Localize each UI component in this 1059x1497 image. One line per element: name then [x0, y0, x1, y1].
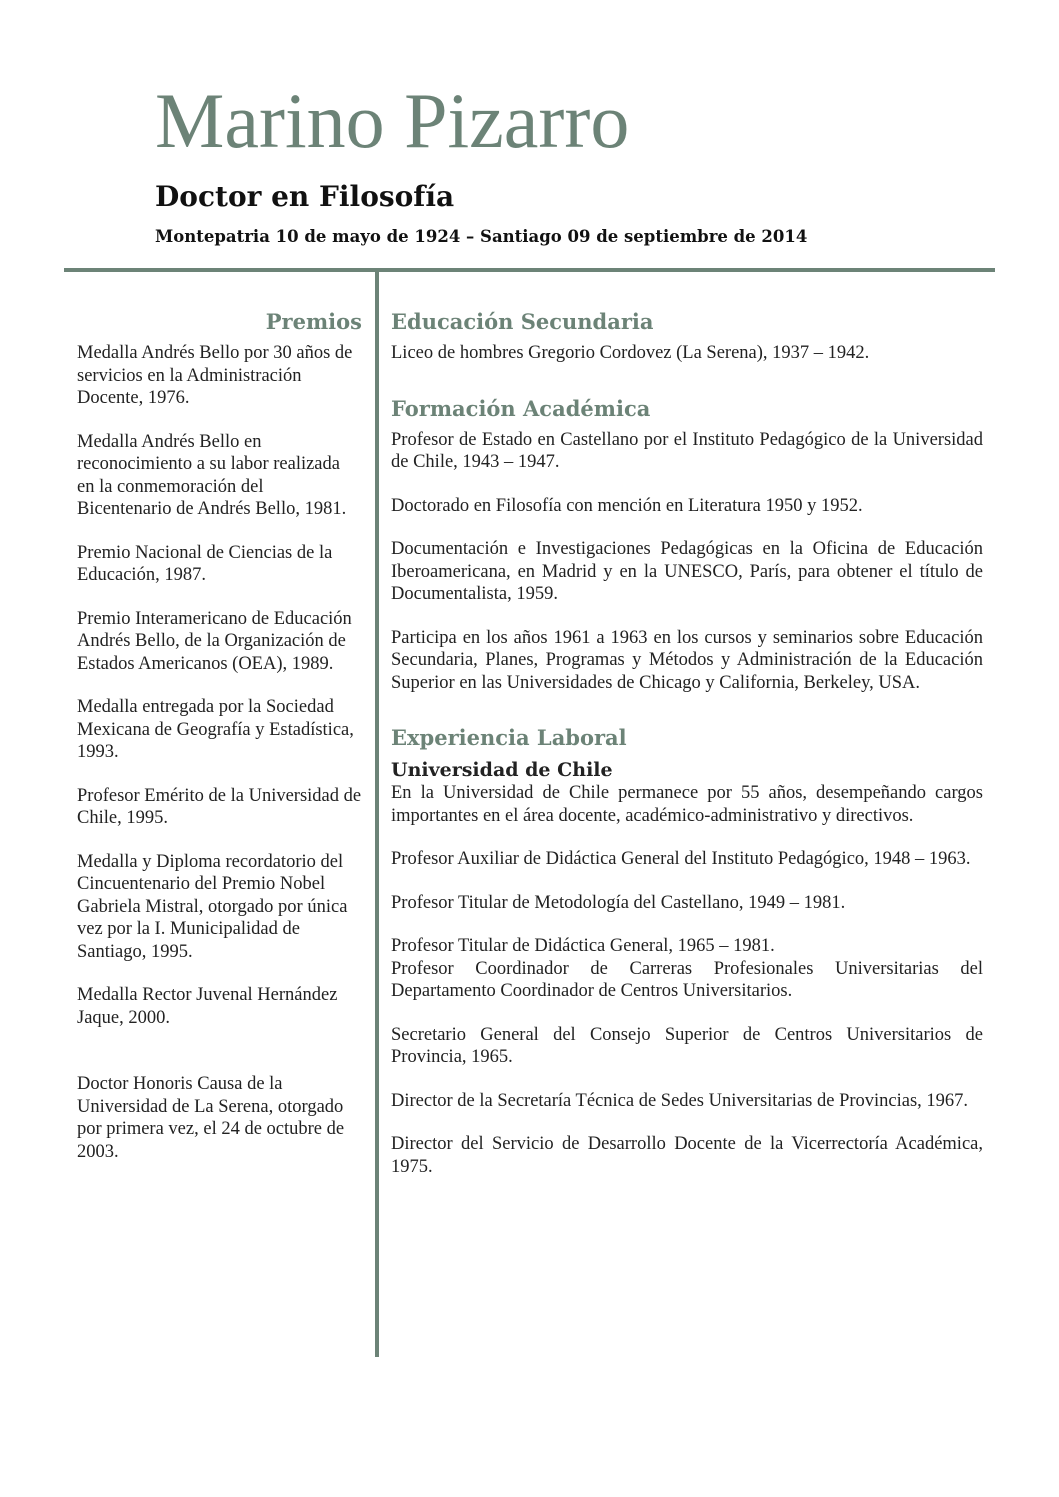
life-dates: Montepatria 10 de mayo de 1924 – Santiago 09 de septiembre de 2014: [155, 227, 808, 246]
premio-item: Medalla entregada por la Sociedad Mexicana de Geografía y Estadística, 1993.: [77, 697, 354, 762]
secundaria-heading: Educación Secundaria: [391, 309, 654, 334]
column-divider: [375, 272, 379, 1357]
experiencia-item: Profesor Coordinador de Carreras Profesionales Universitarias del Departamento Coordinador de Centros Universitarios.: [391, 958, 983, 1001]
experiencia-item: Profesor Auxiliar de Didáctica General del Instituto Pedagógico, 1948 – 1963.: [391, 849, 971, 869]
experiencia-item: Director de la Secretaría Técnica de Sedes Universitarias de Provincias, 1967.: [391, 1090, 969, 1111]
premio-item: Premio Interamericano de Educación Andrés Bello, de la Organización de Estados Americanos (OEA), 1989.: [77, 608, 352, 674]
experiencia-item: Secretario General del Consejo Superior de Centros Universitarios de Provincia, 1965.: [391, 1024, 983, 1067]
formacion-item: Profesor de Estado en Castellano por el Instituto Pedagógico de la Universidad de Chile, 1943 – 1947.: [391, 429, 983, 472]
premio-item: Doctor Honoris Causa de la Universidad de La Serena, otorgado por primera vez, el 24 de octubre de 2003.: [77, 1074, 345, 1162]
experiencia-heading: Experiencia Laboral: [391, 725, 627, 750]
formacion-item: Participa en los años 1961 a 1963 en los cursos y seminarios sobre Educación Secundaria, Planes, Programas y Métodos y Administración de la Educación Superior en las Universidades de Chicago y California, Berkeley, USA.: [391, 627, 983, 693]
premio-item: Medalla Andrés Bello en reconocimiento a su labor realizada en la conmemoración del Bicentenario de Andrés Bello, 1981.: [77, 431, 347, 519]
person-name: Marino Pizarro: [155, 77, 630, 164]
premio-item: Medalla y Diploma recordatorio del Cincuentenario del Premio Nobel Gabriela Mistral, otorgado por única vez por la I. Municipalidad de Santiago, 1995.: [77, 851, 348, 962]
premio-item: Medalla Rector Juvenal Hernández Jaque, 2000.: [77, 985, 338, 1028]
experiencia-item: En la Universidad de Chile permanece por 55 años, desempeñando cargos importantes en el área docente, académico-administrativo y directivos.: [391, 783, 983, 826]
main-column: [391, 308, 983, 1199]
formacion-item: Documentación e Investigaciones Pedagógicas en la Oficina de Educación Iberoamericana, en Madrid y en la UNESCO, París, para obtener el título de Documentalista, 1959.: [391, 539, 983, 604]
premio-item: Premio Nacional de Ciencias de la Educación, 1987.: [77, 542, 333, 585]
premios-column: [77, 308, 362, 1184]
experiencia-subheading: Universidad de Chile: [391, 759, 613, 781]
formacion-heading: Formación Académica: [391, 395, 651, 421]
premio-item: Profesor Emérito de la Universidad de Chile, 1995.: [77, 785, 362, 828]
header-divider: [64, 268, 995, 272]
formacion-item: Doctorado en Filosofía con mención en Literatura 1950 y 1952.: [391, 495, 863, 516]
experiencia-item: Profesor Titular de Metodología del Castellano, 1949 – 1981.: [391, 892, 846, 913]
experiencia-item: Profesor Titular de Didáctica General, 1965 – 1981.: [391, 936, 775, 956]
secundaria-item: Liceo de hombres Gregorio Cordovez (La Serena), 1937 – 1942.: [391, 343, 870, 363]
experiencia-item: Director del Servicio de Desarrollo Docente de la Vicerrectoría Académica, 1975.: [391, 1134, 983, 1177]
premios-heading: Premios: [265, 309, 362, 334]
person-title: Doctor en Filosofía: [155, 180, 455, 213]
premio-item: Medalla Andrés Bello por 30 años de servicios en la Administración Docente, 1976.: [77, 343, 353, 408]
